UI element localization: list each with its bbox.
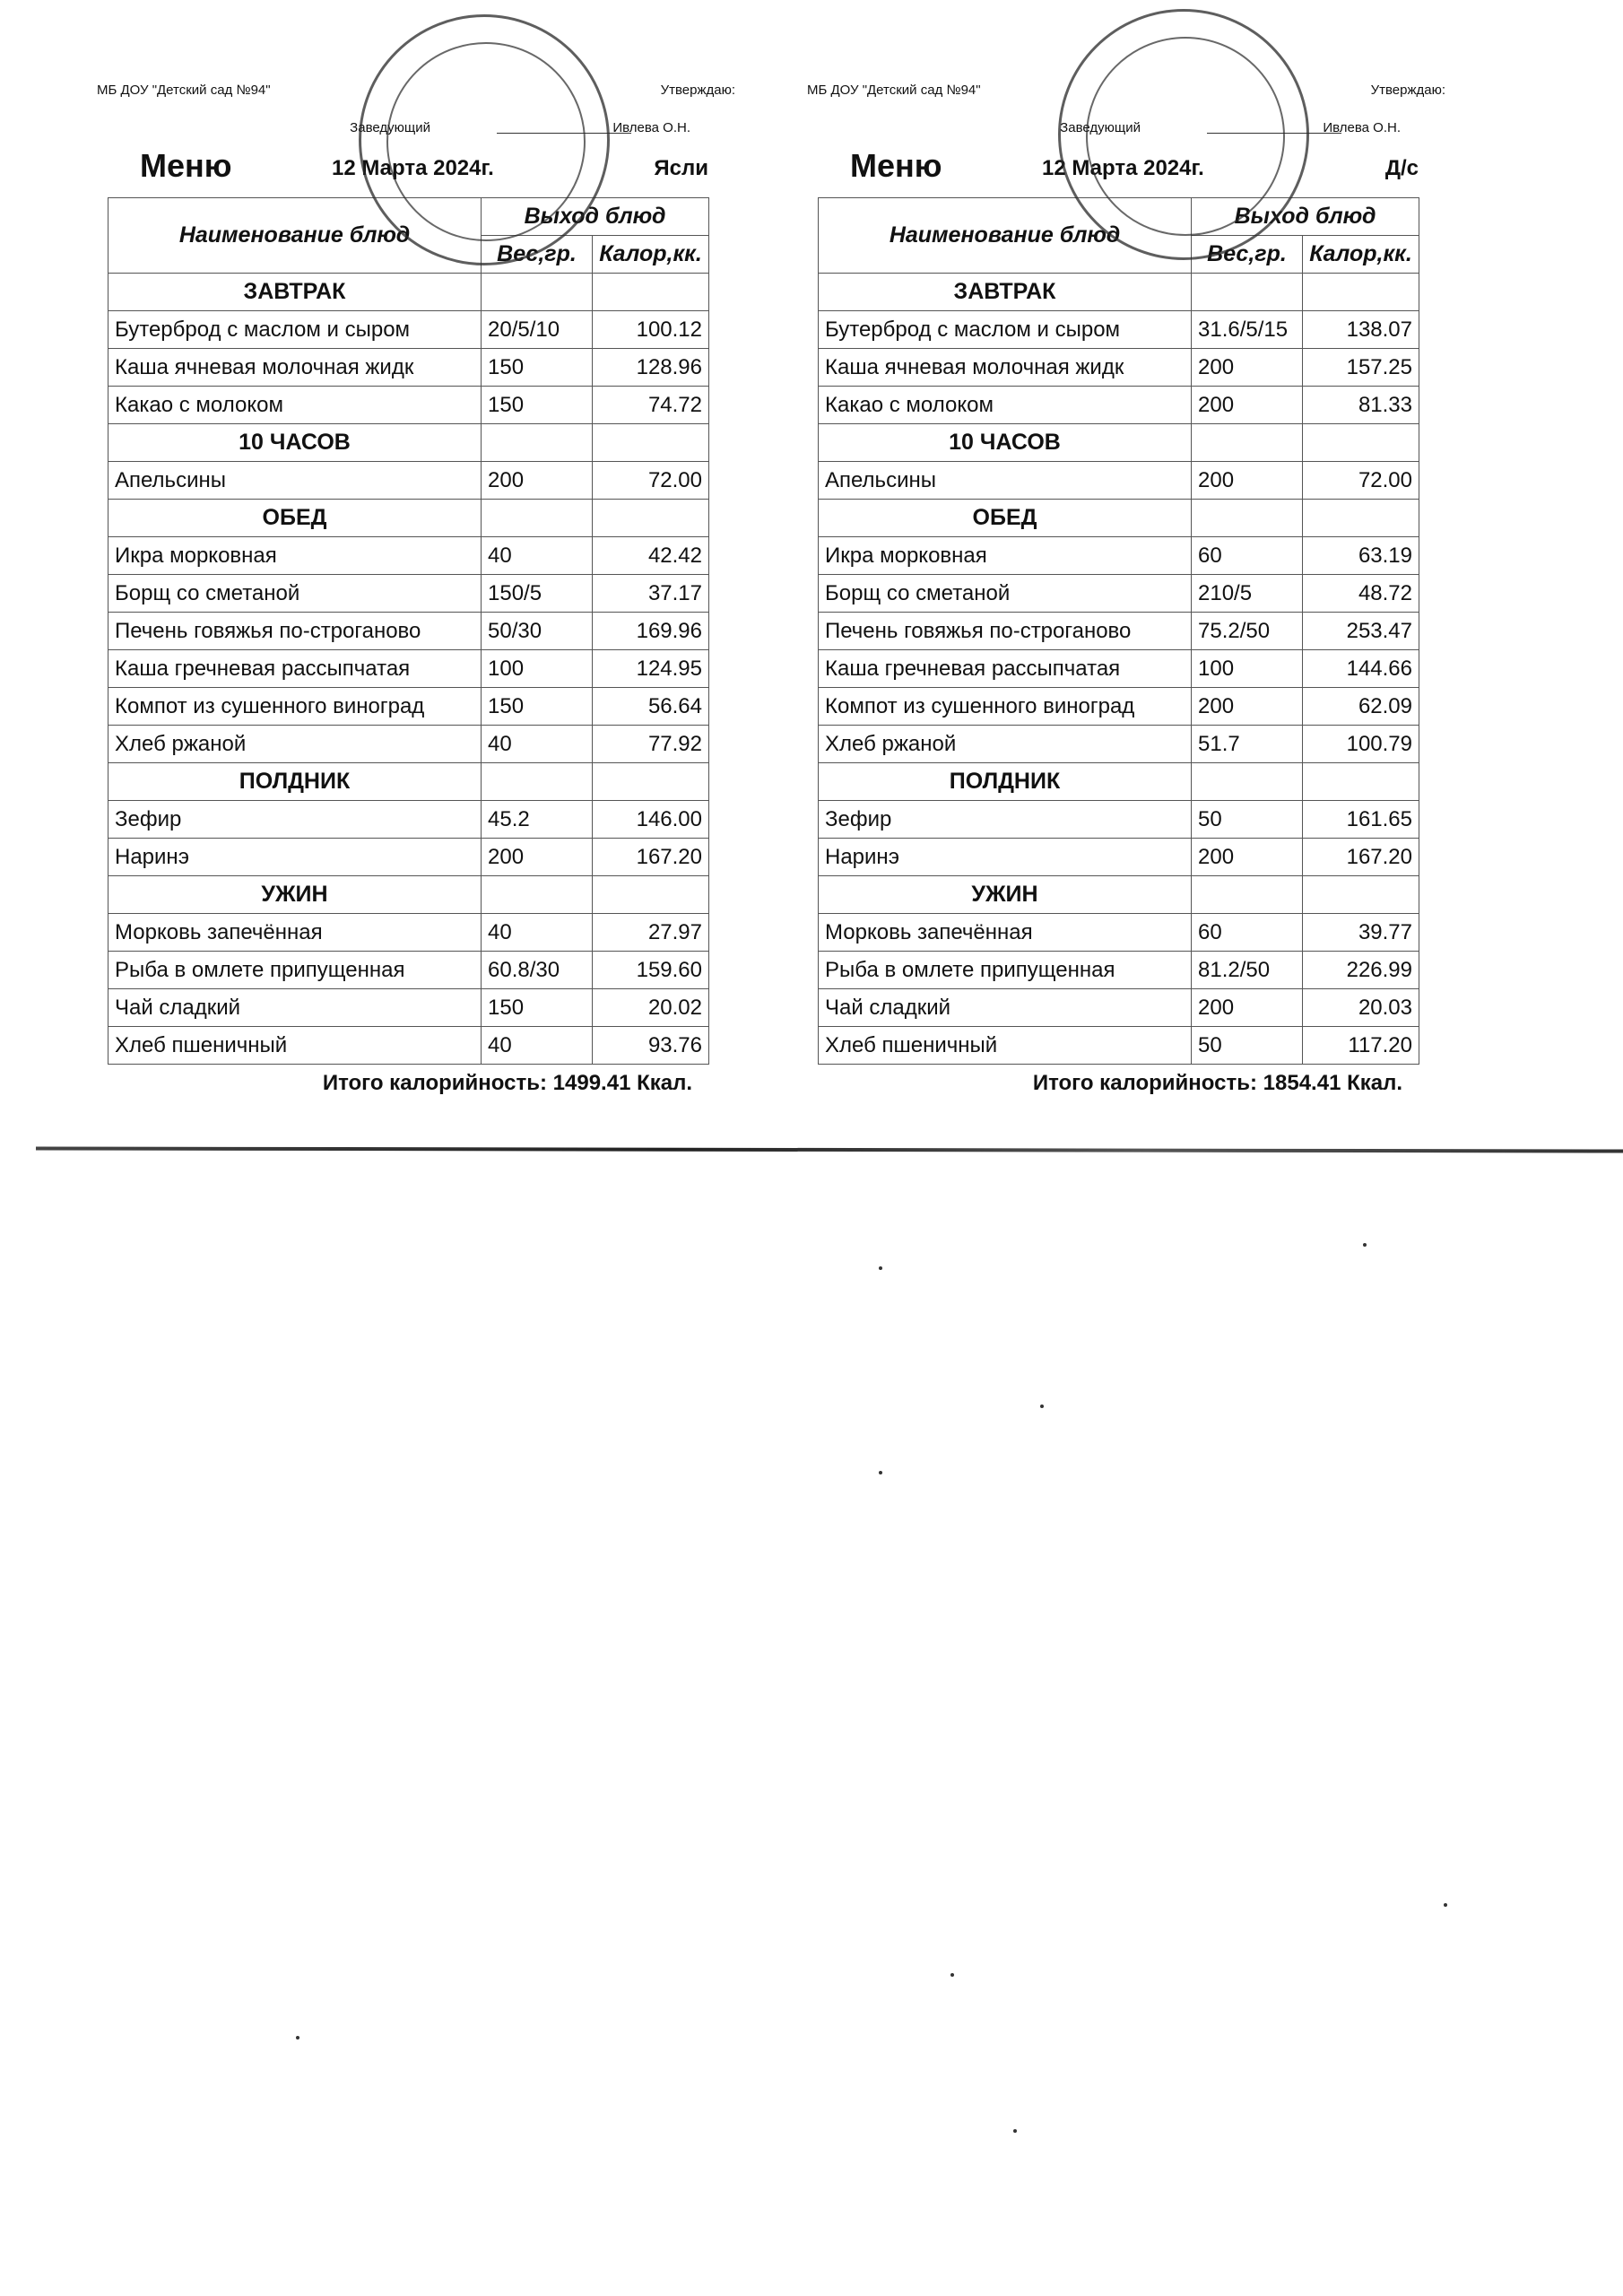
- menu-title: Меню: [850, 147, 942, 184]
- dish-name: Печень говяжья по-строганово: [108, 613, 482, 650]
- menu-table-body: [108, 274, 709, 1065]
- empty-cell: [482, 424, 593, 462]
- dish-name: Хлеб пшеничный: [108, 1027, 482, 1065]
- total-calories: Итого калорийность: 1499.41 Ккал.: [322, 1071, 692, 1095]
- column-header-weight: Вес,гр.: [482, 236, 593, 274]
- dish-weight: 200: [1192, 989, 1303, 1027]
- dish-row: [819, 801, 1419, 839]
- dish-weight: 20/5/10: [482, 311, 593, 349]
- head-name: Ивлева О.Н.: [1323, 120, 1401, 135]
- dish-row: [108, 575, 709, 613]
- dish-calories: 159.60: [593, 952, 709, 989]
- meal-section-title: 10 ЧАСОВ: [108, 424, 482, 462]
- dish-name: Какао с молоком: [819, 387, 1192, 424]
- dish-row: [819, 311, 1419, 349]
- meal-section-row: [108, 274, 709, 311]
- dish-name: Рыба в омлете припущенная: [819, 952, 1192, 989]
- dish-row: [108, 989, 709, 1027]
- dish-weight: 200: [1192, 839, 1303, 876]
- meal-section-title: ОБЕД: [108, 500, 482, 537]
- dish-name: Каша гречневая рассыпчатая: [108, 650, 482, 688]
- dish-calories: 157.25: [1303, 349, 1419, 387]
- scan-speck: [296, 2036, 299, 2039]
- dish-calories: 42.42: [593, 537, 709, 575]
- dish-row: [819, 537, 1419, 575]
- scan-speck: [1444, 1903, 1447, 1907]
- approve-label: Утверждаю:: [660, 83, 735, 98]
- dish-calories: 226.99: [1303, 952, 1419, 989]
- meal-section-title: ПОЛДНИК: [819, 763, 1192, 801]
- dish-name: Морковь запечённая: [108, 914, 482, 952]
- dish-name: Икра морковная: [819, 537, 1192, 575]
- empty-cell: [1303, 876, 1419, 914]
- empty-cell: [593, 876, 709, 914]
- empty-cell: [1192, 500, 1303, 537]
- dish-name: Хлеб пшеничный: [819, 1027, 1192, 1065]
- dish-row: [819, 575, 1419, 613]
- empty-cell: [482, 500, 593, 537]
- dish-row: [108, 613, 709, 650]
- dish-weight: 200: [1192, 688, 1303, 726]
- dish-weight: 75.2/50: [1192, 613, 1303, 650]
- meal-section-row: [819, 876, 1419, 914]
- meal-section-row: [108, 424, 709, 462]
- dish-name: Морковь запечённая: [819, 914, 1192, 952]
- dish-row: [819, 462, 1419, 500]
- dish-calories: 117.20: [1303, 1027, 1419, 1065]
- dish-row: [819, 839, 1419, 876]
- dish-row: [108, 688, 709, 726]
- meal-section-title: ЗАВТРАК: [819, 274, 1192, 311]
- scan-speck: [1013, 2129, 1017, 2133]
- empty-cell: [593, 500, 709, 537]
- signature-line: [497, 133, 631, 134]
- dish-calories: 27.97: [593, 914, 709, 952]
- column-header-name: Наименование блюд: [108, 198, 482, 274]
- empty-cell: [482, 763, 593, 801]
- empty-cell: [1192, 424, 1303, 462]
- dish-name: Апельсины: [108, 462, 482, 500]
- dish-row: [108, 387, 709, 424]
- dish-weight: 50: [1192, 1027, 1303, 1065]
- empty-cell: [1192, 876, 1303, 914]
- meal-section-title: ЗАВТРАК: [108, 274, 482, 311]
- column-header-weight: Вес,гр.: [1192, 236, 1303, 274]
- dish-row: [108, 1027, 709, 1065]
- dish-name: Рыба в омлете припущенная: [108, 952, 482, 989]
- dish-row: [819, 989, 1419, 1027]
- dish-calories: 63.19: [1303, 537, 1419, 575]
- empty-cell: [593, 424, 709, 462]
- meal-section-row: [819, 274, 1419, 311]
- dish-name: Икра морковная: [108, 537, 482, 575]
- column-header-yield: Выход блюд: [1192, 198, 1419, 236]
- dish-calories: 124.95: [593, 650, 709, 688]
- menu-table: [108, 197, 709, 1065]
- dish-weight: 31.6/5/15: [1192, 311, 1303, 349]
- dish-weight: 60.8/30: [482, 952, 593, 989]
- dish-calories: 20.02: [593, 989, 709, 1027]
- dish-calories: 72.00: [593, 462, 709, 500]
- dish-weight: 100: [482, 650, 593, 688]
- empty-cell: [1192, 274, 1303, 311]
- dish-row: [819, 688, 1419, 726]
- dish-name: Апельсины: [819, 462, 1192, 500]
- menu-group: Ясли: [654, 156, 708, 180]
- dish-name: Какао с молоком: [108, 387, 482, 424]
- dish-name: Компот из сушенного виноград: [108, 688, 482, 726]
- dish-name: Хлеб ржаной: [108, 726, 482, 763]
- column-header-yield: Выход блюд: [482, 198, 709, 236]
- dish-weight: 40: [482, 726, 593, 763]
- scan-speck: [879, 1266, 882, 1270]
- dish-weight: 40: [482, 537, 593, 575]
- scan-speck: [1040, 1405, 1044, 1408]
- dish-calories: 48.72: [1303, 575, 1419, 613]
- meal-section-row: [108, 763, 709, 801]
- menu-date: 12 Марта 2024г.: [1042, 156, 1204, 180]
- meal-section-row: [819, 424, 1419, 462]
- dish-calories: 74.72: [593, 387, 709, 424]
- dish-calories: 77.92: [593, 726, 709, 763]
- dish-row: [819, 952, 1419, 989]
- dish-row: [108, 650, 709, 688]
- dish-row: [819, 349, 1419, 387]
- meal-section-row: [108, 876, 709, 914]
- dish-name: Каша ячневая молочная жидк: [819, 349, 1192, 387]
- dish-name: Каша ячневая молочная жидк: [108, 349, 482, 387]
- dish-calories: 56.64: [593, 688, 709, 726]
- column-header-calories: Калор,кк.: [593, 236, 709, 274]
- dish-weight: 40: [482, 1027, 593, 1065]
- dish-row: [819, 650, 1419, 688]
- head-name: Ивлева О.Н.: [612, 120, 690, 135]
- dish-calories: 37.17: [593, 575, 709, 613]
- empty-cell: [593, 763, 709, 801]
- meal-section-row: [819, 763, 1419, 801]
- dish-calories: 93.76: [593, 1027, 709, 1065]
- dish-weight: 150: [482, 688, 593, 726]
- dish-row: [819, 914, 1419, 952]
- dish-name: Чай сладкий: [819, 989, 1192, 1027]
- dish-calories: 146.00: [593, 801, 709, 839]
- dish-row: [108, 801, 709, 839]
- empty-cell: [1192, 763, 1303, 801]
- empty-cell: [593, 274, 709, 311]
- dish-calories: 138.07: [1303, 311, 1419, 349]
- dish-weight: 50: [1192, 801, 1303, 839]
- dish-row: [108, 726, 709, 763]
- organization-name: МБ ДОУ "Детский сад №94": [807, 83, 981, 98]
- dish-weight: 200: [1192, 349, 1303, 387]
- dish-weight: 210/5: [1192, 575, 1303, 613]
- empty-cell: [1303, 274, 1419, 311]
- dish-calories: 167.20: [1303, 839, 1419, 876]
- dish-name: Наринэ: [108, 839, 482, 876]
- dish-weight: 150: [482, 989, 593, 1027]
- dish-name: Чай сладкий: [108, 989, 482, 1027]
- dish-name: Наринэ: [819, 839, 1192, 876]
- dish-name: Зефир: [819, 801, 1192, 839]
- menu-table: [818, 197, 1419, 1065]
- dish-name: Зефир: [108, 801, 482, 839]
- menu-table-body: [819, 274, 1419, 1065]
- dish-name: Борщ со сметаной: [819, 575, 1192, 613]
- dish-calories: 39.77: [1303, 914, 1419, 952]
- dish-weight: 100: [1192, 650, 1303, 688]
- dish-row: [819, 613, 1419, 650]
- dish-weight: 60: [1192, 537, 1303, 575]
- dish-calories: 253.47: [1303, 613, 1419, 650]
- dish-weight: 50/30: [482, 613, 593, 650]
- dish-row: [108, 349, 709, 387]
- meal-section-title: ПОЛДНИК: [108, 763, 482, 801]
- scan-speck: [950, 1973, 954, 1977]
- meal-section-row: [819, 500, 1419, 537]
- dish-weight: 150: [482, 387, 593, 424]
- meal-section-title: 10 ЧАСОВ: [819, 424, 1192, 462]
- dish-weight: 200: [482, 462, 593, 500]
- dish-row: [819, 387, 1419, 424]
- dish-calories: 100.12: [593, 311, 709, 349]
- dish-calories: 100.79: [1303, 726, 1419, 763]
- dish-calories: 72.00: [1303, 462, 1419, 500]
- scan-speck: [879, 1471, 882, 1474]
- empty-cell: [1303, 763, 1419, 801]
- dish-name: Хлеб ржаной: [819, 726, 1192, 763]
- dish-calories: 20.03: [1303, 989, 1419, 1027]
- dish-weight: 81.2/50: [1192, 952, 1303, 989]
- dish-name: Бутерброд с маслом и сыром: [108, 311, 482, 349]
- dish-row: [819, 726, 1419, 763]
- dish-row: [108, 462, 709, 500]
- dish-row: [108, 839, 709, 876]
- dish-weight: 150/5: [482, 575, 593, 613]
- column-header-calories: Калор,кк.: [1303, 236, 1419, 274]
- dish-calories: 161.65: [1303, 801, 1419, 839]
- menu-date: 12 Марта 2024г.: [332, 156, 494, 180]
- meal-section-title: ОБЕД: [819, 500, 1192, 537]
- dish-row: [108, 952, 709, 989]
- empty-cell: [1303, 424, 1419, 462]
- dish-weight: 51.7: [1192, 726, 1303, 763]
- menu-title: Меню: [140, 147, 232, 184]
- head-label: Заведующий: [350, 120, 430, 135]
- dish-weight: 150: [482, 349, 593, 387]
- dish-weight: 60: [1192, 914, 1303, 952]
- dish-calories: 144.66: [1303, 650, 1419, 688]
- dish-row: [108, 311, 709, 349]
- dish-name: Печень говяжья по-строганово: [819, 613, 1192, 650]
- dish-weight: 200: [1192, 462, 1303, 500]
- dish-name: Борщ со сметаной: [108, 575, 482, 613]
- meal-section-row: [108, 500, 709, 537]
- empty-cell: [482, 274, 593, 311]
- scan-speck: [1363, 1243, 1367, 1247]
- dish-calories: 81.33: [1303, 387, 1419, 424]
- dish-name: Каша гречневая рассыпчатая: [819, 650, 1192, 688]
- dish-row: [108, 537, 709, 575]
- dish-calories: 167.20: [593, 839, 709, 876]
- dish-row: [108, 914, 709, 952]
- dish-weight: 45.2: [482, 801, 593, 839]
- dish-weight: 200: [1192, 387, 1303, 424]
- head-label: Заведующий: [1060, 120, 1141, 135]
- column-header-name: Наименование блюд: [819, 198, 1192, 274]
- meal-section-title: УЖИН: [108, 876, 482, 914]
- menu-group: Д/с: [1384, 156, 1419, 180]
- dish-name: Бутерброд с маслом и сыром: [819, 311, 1192, 349]
- dish-weight: 40: [482, 914, 593, 952]
- organization-name: МБ ДОУ "Детский сад №94": [97, 83, 271, 98]
- dish-weight: 200: [482, 839, 593, 876]
- dish-calories: 62.09: [1303, 688, 1419, 726]
- approve-label: Утверждаю:: [1370, 83, 1445, 98]
- dish-calories: 128.96: [593, 349, 709, 387]
- dish-row: [819, 1027, 1419, 1065]
- dish-calories: 169.96: [593, 613, 709, 650]
- empty-cell: [1303, 500, 1419, 537]
- empty-cell: [482, 876, 593, 914]
- signature-line: [1207, 133, 1341, 134]
- page-fold-line: [36, 1146, 1623, 1152]
- dish-name: Компот из сушенного виноград: [819, 688, 1192, 726]
- total-calories: Итого калорийность: 1854.41 Ккал.: [1032, 1071, 1402, 1095]
- meal-section-title: УЖИН: [819, 876, 1192, 914]
